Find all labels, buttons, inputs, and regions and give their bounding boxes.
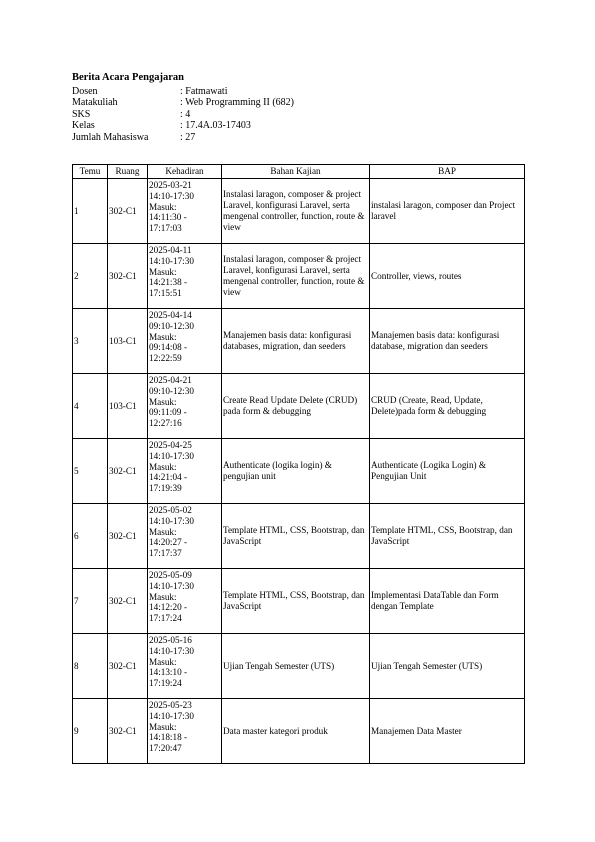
kehadiran-jam-masuk: 09:14:08 - xyxy=(149,342,188,353)
kehadiran-jam-keluar: 17:17:03 xyxy=(149,223,182,234)
kehadiran-tanggal: 2025-05-23 xyxy=(149,700,192,710)
kehadiran-masuk-label: Masuk: xyxy=(149,201,177,212)
kehadiran-jam-masuk: 14:11:30 - xyxy=(149,212,187,223)
header-bap: BAP xyxy=(370,165,525,179)
kehadiran-tanggal: 2025-05-02 xyxy=(149,505,192,515)
table-row xyxy=(73,504,525,569)
kehadiran-jam-masuk: 14:13:10 - xyxy=(149,667,188,678)
cell-bap: instalasi laragon, composer dan Project laravel xyxy=(370,179,525,244)
kehadiran-jam-masuk: 14:12:20 - xyxy=(149,602,188,613)
info-label: Matakuliah xyxy=(72,97,118,109)
table-row xyxy=(73,244,525,309)
cell-temu: 6 xyxy=(73,504,108,569)
kehadiran-jam-masuk: 14:21:04 - xyxy=(149,472,188,483)
info-value: : 17.4A.03-17403 xyxy=(180,120,251,132)
attendance-table xyxy=(72,164,525,764)
kehadiran-jam-masuk: 14:20:27 - xyxy=(149,537,188,548)
info-value: : Web Programming II (682) xyxy=(180,97,294,109)
cell-bahan-kajian: Instalasi laragon, composer & project Laravel, konfigurasi Laravel, serta mengenal controller, function, route & view xyxy=(222,244,370,309)
cell-ruang: 302-C1 xyxy=(108,179,148,244)
cell-temu: 8 xyxy=(73,634,108,699)
cell-kehadiran xyxy=(148,439,222,504)
cell-ruang: 302-C1 xyxy=(108,244,148,309)
cell-kehadiran xyxy=(148,634,222,699)
cell-bap: Controller, views, routes xyxy=(370,244,525,309)
table-row xyxy=(73,569,525,634)
header-temu: Temu xyxy=(73,165,108,179)
table-row xyxy=(73,634,525,699)
cell-bahan-kajian: Ujian Tengah Semester (UTS) xyxy=(222,634,370,699)
table-row xyxy=(73,374,525,439)
cell-bahan-kajian: Template HTML, CSS, Bootstrap, dan JavaScript xyxy=(222,569,370,634)
table-row xyxy=(73,699,525,764)
cell-ruang: 103-C1 xyxy=(108,309,148,374)
kehadiran-tanggal: 2025-05-09 xyxy=(149,570,192,580)
cell-temu: 3 xyxy=(73,309,108,374)
table-row xyxy=(73,309,525,374)
kehadiran-masuk-label: Masuk: xyxy=(149,461,177,472)
info-row-sks xyxy=(72,109,294,120)
cell-ruang: 302-C1 xyxy=(108,634,148,699)
kehadiran-masuk-label: Masuk: xyxy=(149,656,177,667)
kehadiran-jam-keluar: 17:19:39 xyxy=(149,483,182,494)
info-row-kelas xyxy=(72,120,294,131)
info-row-dosen xyxy=(72,86,294,97)
cell-ruang: 103-C1 xyxy=(108,374,148,439)
kehadiran-tanggal: 2025-04-14 xyxy=(149,310,192,320)
kehadiran-masuk-label: Masuk: xyxy=(149,266,177,277)
cell-bap: Ujian Tengah Semester (UTS) xyxy=(370,634,525,699)
table-row xyxy=(73,179,525,244)
kehadiran-jadwal: 14:10-17:30 xyxy=(149,645,194,656)
info-label: Jumlah Mahasiswa xyxy=(72,131,149,143)
cell-bap: Manajemen basis data: konfigurasi database, migration dan seeders xyxy=(370,309,525,374)
info-label: SKS xyxy=(72,108,91,120)
cell-temu: 2 xyxy=(73,244,108,309)
cell-bahan-kajian: Manajemen basis data: konfigurasi databases, migration, dan seeders xyxy=(222,309,370,374)
cell-bahan-kajian: Instalasi laragon, composer & project Laravel, konfigurasi Laravel, serta mengenal controller, function, route & view xyxy=(222,179,370,244)
cell-bap: Authenticate (Logika Login) & Pengujian Unit xyxy=(370,439,525,504)
cell-temu: 4 xyxy=(73,374,108,439)
cell-ruang: 302-C1 xyxy=(108,569,148,634)
kehadiran-jam-masuk: 14:18:18 - xyxy=(149,732,188,743)
kehadiran-jam-keluar: 12:27:16 xyxy=(149,418,182,429)
table-header-row xyxy=(73,165,525,179)
kehadiran-tanggal: 2025-04-25 xyxy=(149,440,192,450)
kehadiran-jam-keluar: 17:17:24 xyxy=(149,613,182,624)
kehadiran-jadwal: 09:10-12:30 xyxy=(149,320,194,331)
header-bahan-kajian: Bahan Kajian xyxy=(222,165,370,179)
kehadiran-jam-masuk: 14:21:38 - xyxy=(149,277,188,288)
kehadiran-tanggal: 2025-04-21 xyxy=(149,375,192,385)
document-title: Berita Acara Pengajaran xyxy=(72,72,184,83)
header-kehadiran: Kehadiran xyxy=(148,165,222,179)
kehadiran-jadwal: 14:10-17:30 xyxy=(149,450,194,461)
cell-bahan-kajian: Data master kategori produk xyxy=(222,699,370,764)
info-label: Kelas xyxy=(72,120,95,132)
cell-temu: 5 xyxy=(73,439,108,504)
kehadiran-jam-keluar: 12:22:59 xyxy=(149,353,182,364)
cell-temu: 9 xyxy=(73,699,108,764)
cell-bahan-kajian: Template HTML, CSS, Bootstrap, dan JavaScript xyxy=(222,504,370,569)
cell-kehadiran xyxy=(148,504,222,569)
kehadiran-jadwal: 14:10-17:30 xyxy=(149,710,194,721)
cell-bahan-kajian: Authenticate (logika login) & pengujian unit xyxy=(222,439,370,504)
kehadiran-masuk-label: Masuk: xyxy=(149,526,177,537)
kehadiran-jam-keluar: 17:19:24 xyxy=(149,678,182,689)
cell-bahan-kajian: Create Read Update Delete (CRUD) pada form & debugging xyxy=(222,374,370,439)
kehadiran-masuk-label: Masuk: xyxy=(149,331,177,342)
info-row-jumlah-mahasiswa xyxy=(72,132,294,143)
kehadiran-jadwal: 14:10-17:30 xyxy=(149,580,194,591)
kehadiran-masuk-label: Masuk: xyxy=(149,721,177,732)
cell-temu: 7 xyxy=(73,569,108,634)
cell-ruang: 302-C1 xyxy=(108,504,148,569)
kehadiran-tanggal: 2025-03-21 xyxy=(149,180,192,190)
info-row-matakuliah xyxy=(72,97,294,108)
course-info xyxy=(72,86,294,143)
cell-kehadiran xyxy=(148,309,222,374)
info-value: : 27 xyxy=(180,131,196,143)
cell-ruang: 302-C1 xyxy=(108,439,148,504)
kehadiran-jadwal: 09:10-12:30 xyxy=(149,385,194,396)
cell-bap: CRUD (Create, Read, Update, Delete)pada form & debugging xyxy=(370,374,525,439)
cell-bap: Template HTML, CSS, Bootstrap, dan JavaScript xyxy=(370,504,525,569)
cell-temu: 1 xyxy=(73,179,108,244)
cell-kehadiran xyxy=(148,244,222,309)
table-row xyxy=(73,439,525,504)
kehadiran-jam-keluar: 17:17:37 xyxy=(149,548,182,559)
kehadiran-jam-masuk: 09:11:09 - xyxy=(149,407,187,418)
kehadiran-masuk-label: Masuk: xyxy=(149,396,177,407)
kehadiran-masuk-label: Masuk: xyxy=(149,591,177,602)
info-value: : Fatmawati xyxy=(180,86,228,97)
kehadiran-jam-keluar: 17:20:47 xyxy=(149,743,182,754)
cell-kehadiran xyxy=(148,569,222,634)
cell-ruang: 302-C1 xyxy=(108,699,148,764)
cell-bap: Manajemen Data Master xyxy=(370,699,525,764)
kehadiran-jadwal: 14:10-17:30 xyxy=(149,515,194,526)
kehadiran-jadwal: 14:10-17:30 xyxy=(149,255,194,266)
info-value: : 4 xyxy=(180,108,191,120)
cell-kehadiran xyxy=(148,374,222,439)
kehadiran-jadwal: 14:10-17:30 xyxy=(149,190,194,201)
cell-kehadiran xyxy=(148,699,222,764)
kehadiran-tanggal: 2025-05-16 xyxy=(149,635,192,645)
kehadiran-tanggal: 2025-04-11 xyxy=(149,245,192,255)
info-label: Dosen xyxy=(72,86,98,97)
kehadiran-jam-keluar: 17:15:51 xyxy=(149,288,182,299)
cell-bap: Implementasi DataTable dan Form dengan Template xyxy=(370,569,525,634)
cell-kehadiran xyxy=(148,179,222,244)
header-ruang: Ruang xyxy=(108,165,148,179)
